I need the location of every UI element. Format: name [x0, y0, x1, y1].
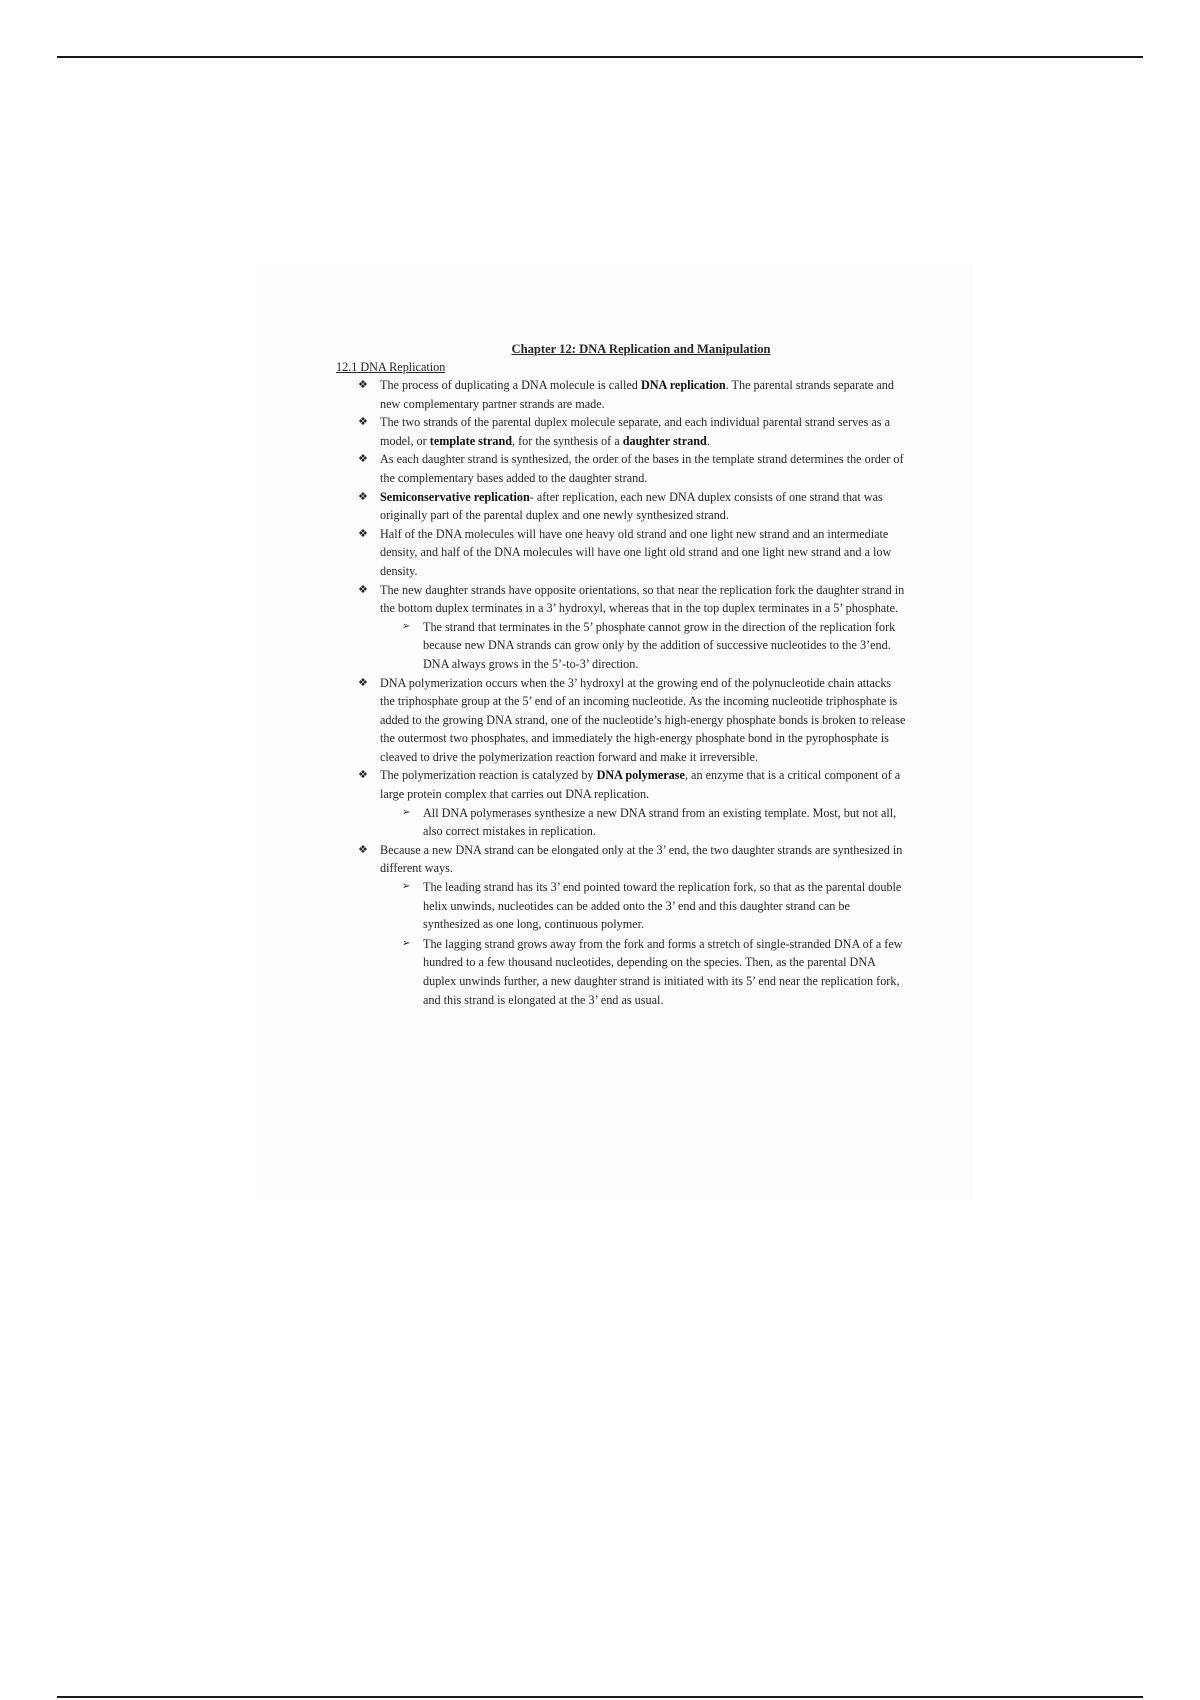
diamond-bullet-icon: ❖ — [358, 452, 368, 466]
arrow-bullet-icon: ➢ — [402, 937, 411, 949]
item-text: The two strands of the parental duplex molecule separate, and each individual parental strand serves as a model, or — [380, 415, 890, 448]
item-text: The process of duplicating a DNA molecule is called — [380, 378, 641, 392]
item-text: , an enzyme that is a critical component of a large protein complex that carries out DNA replication. — [380, 768, 901, 802]
bottom-rule — [57, 1696, 1143, 1698]
bold-term: daughter strand — [622, 433, 707, 448]
diamond-bullet-icon: ❖ — [358, 526, 368, 540]
sub-list-item — [402, 878, 906, 934]
bold-term: DNA replication — [640, 378, 726, 392]
list-item — [358, 581, 906, 674]
diamond-bullet-icon: ❖ — [358, 415, 368, 429]
sub-item-text: All DNA polymerases synthesize a new DNA strand from an existing template. Most, but not all, also correct mistakes in replication. — [423, 805, 897, 839]
sub-list-item — [402, 935, 906, 1009]
diamond-bullet-icon: ❖ — [358, 768, 368, 782]
bullet-list — [336, 376, 906, 1009]
list-item — [358, 488, 906, 525]
item-text: Because a new DNA strand can be elongated only at the 3’ end, the two daughter strands are synthesized in different ways. — [380, 842, 903, 876]
chapter-title: Chapter 12: DNA Replication and Manipulation — [511, 342, 771, 356]
item-text: The polymerization reaction is catalyzed by — [380, 768, 597, 783]
sub-bullet-list — [380, 804, 906, 841]
diamond-bullet-icon: ❖ — [358, 842, 368, 856]
sub-list-item — [402, 618, 906, 674]
sub-bullet-list — [380, 878, 906, 1009]
diamond-bullet-icon: ❖ — [358, 489, 368, 503]
sub-item-text: The leading strand has its 3’ end pointed toward the replication fork, so that as the parental double helix unwinds, nucleotides can be added onto the 3’ end and this daughter strand can be synthesized as one long, continuous polymer. — [423, 880, 902, 932]
document-content — [336, 340, 906, 1009]
item-text: Half of the DNA molecules will have one heavy old strand and one light new strand and an intermediate density, and half of the DNA molecules will have one light old strand and one light new strand and a low density. — [380, 526, 892, 578]
list-item — [358, 413, 906, 450]
top-rule — [57, 56, 1143, 58]
list-item — [358, 525, 906, 581]
sub-bullet-list — [380, 618, 906, 674]
item-text: - after replication, each new DNA duplex consists of one strand that was originally part of the parental duplex and one newly synthesized strand. — [380, 489, 883, 523]
arrow-bullet-icon: ➢ — [402, 620, 411, 632]
diamond-bullet-icon: ❖ — [358, 582, 368, 596]
diamond-bullet-icon: ❖ — [358, 675, 368, 689]
arrow-bullet-icon: ➢ — [402, 881, 411, 893]
sub-item-text: The strand that terminates in the 5’ phosphate cannot grow in the direction of the replication fork because new DNA strands can grow only by the addition of successive nucleotides to the 3’end. DNA always grows in the 5’-to-3’ direction. — [423, 619, 896, 671]
item-text: The new daughter strands have opposite orientations, so that near the replication fork the daughter strand in the bottom duplex terminates in a 3’ hydroxyl, whereas that in the top duplex terminates in a 5’ phosphate. — [380, 582, 905, 616]
list-item — [358, 376, 906, 413]
sub-list-item — [402, 804, 906, 841]
arrow-bullet-icon: ➢ — [402, 806, 411, 818]
item-text: . The parental strands separate and new complementary partner strands are made. — [380, 378, 894, 411]
item-text: , for the synthesis of a — [512, 433, 623, 448]
bold-term: DNA polymerase — [596, 768, 685, 783]
section-heading: 12.1 DNA Replication — [336, 360, 446, 374]
item-text: . — [706, 433, 710, 448]
diamond-bullet-icon: ❖ — [358, 378, 368, 391]
list-item — [358, 766, 906, 840]
bold-term: Semiconservative replication — [380, 489, 530, 504]
bold-term: template strand — [429, 433, 513, 448]
list-item — [358, 674, 906, 767]
sub-item-text: The lagging strand grows away from the fork and forms a stretch of single-stranded DNA of a few hundred to a few thousand nucleotides, depending on the species. Then, as the parental DNA duplex unwinds further, a new daughter strand is initiated with its 5’ end near the replication fork, and this strand is elongated at the 3’ end as usual. — [423, 936, 903, 1007]
item-text: As each daughter strand is synthesized, the order of the bases in the template strand determines the order of the complementary bases added to the daughter strand. — [380, 452, 904, 485]
list-item — [358, 841, 906, 1009]
list-item — [358, 450, 906, 487]
item-text: DNA polymerization occurs when the 3’ hydroxyl at the growing end of the polynucleotide chain attacks the triphosphate group at the 5’ end of an incoming nucleotide. As the incoming nucleotide triphosphate is added to the growing DNA strand, one of the nucleotide’s high-energy phosphate bonds is broken to release the outermost two phosphates, and immediately the high-energy phosphate bond in the pyrophosphate is cleaved to drive the polymerization reaction forward and make it irreversible. — [380, 675, 906, 764]
